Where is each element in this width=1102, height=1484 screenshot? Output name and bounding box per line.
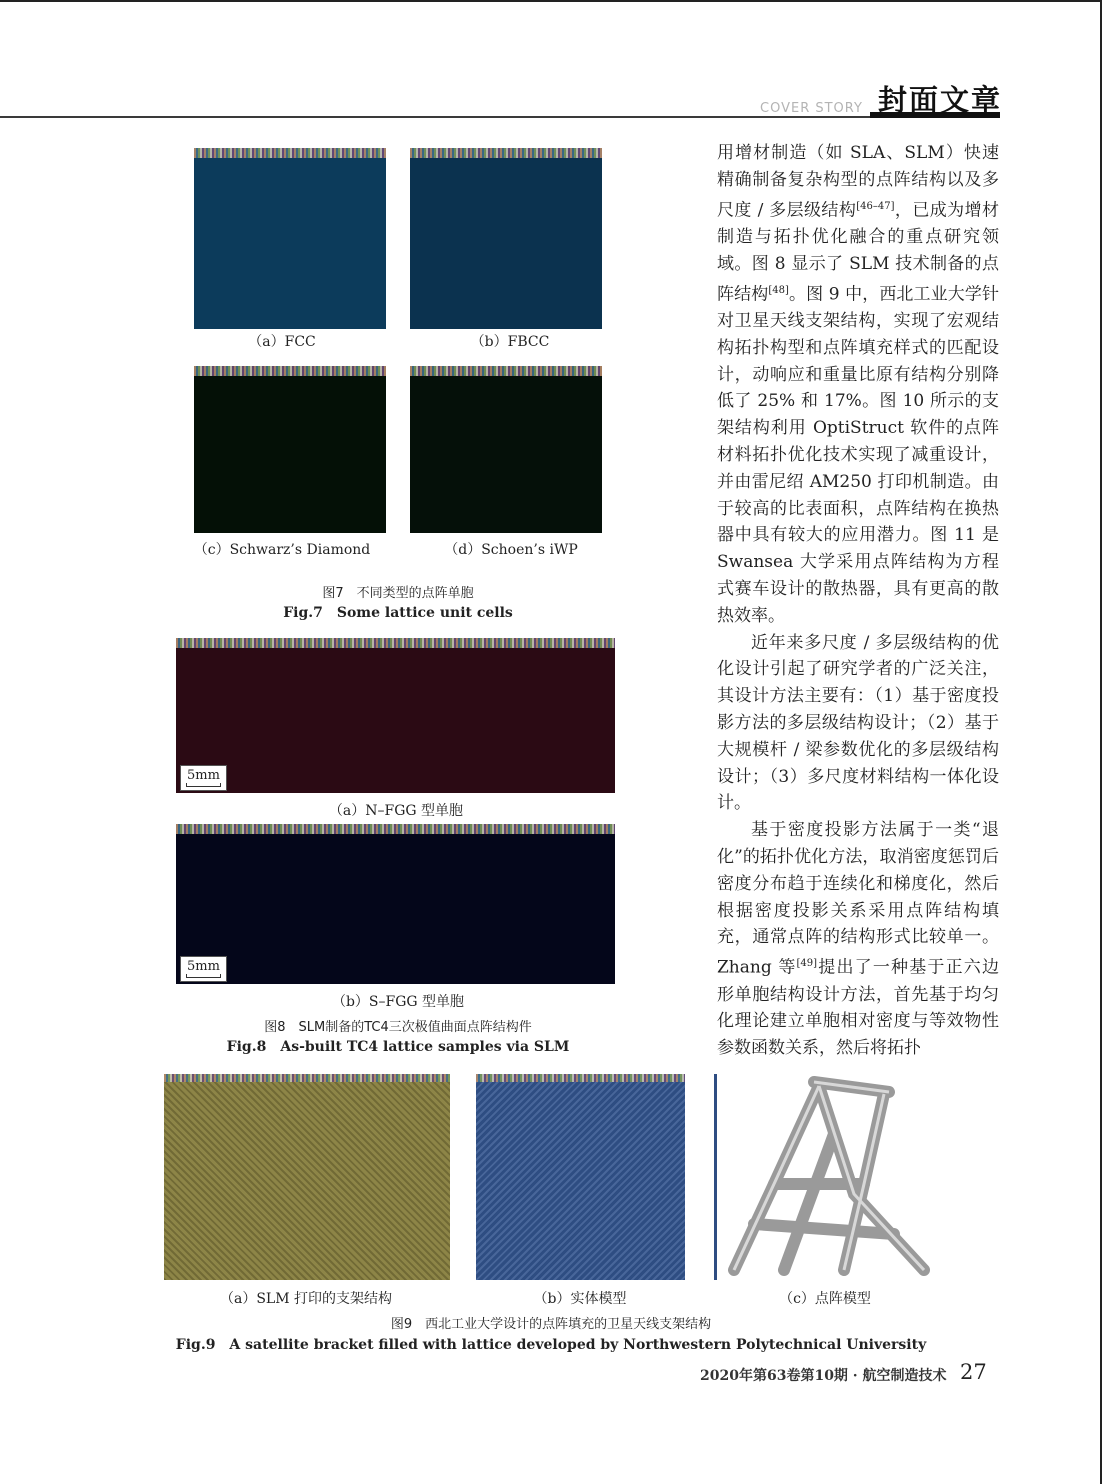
footer-issue: 2020年第63卷第10期 · 航空制造技术 — [700, 1368, 947, 1384]
p1-citation-2: [48] — [768, 284, 789, 296]
body-text-column — [717, 140, 999, 1062]
fig7-d-caption: （d）Schoen’s iWP — [444, 542, 578, 558]
paragraph-1 — [717, 140, 999, 630]
fig9-title-en: Fig.9 A satellite bracket filled with lattice developed by Northwestern Polytechnical University — [175, 1337, 927, 1353]
paragraph-3 — [717, 817, 999, 1062]
page-frame-top — [0, 0, 1102, 2]
lattice-bracket-drawing — [714, 1074, 944, 1280]
fig8-b-scale-label: 5mm — [187, 959, 220, 974]
fig8-a-scale-label: 5mm — [187, 768, 220, 783]
fig9-c-image — [714, 1074, 944, 1280]
fig9-b-caption: （b）实体模型 — [533, 1291, 627, 1307]
fig7-a-image — [194, 148, 386, 329]
p1-text-a: 用增材制造（如 SLA、SLM）快速精确制备复杂构型的点阵结构以及多尺度 / 多层级结构 — [717, 143, 999, 221]
fig7-b-caption: （b）FBCC — [470, 334, 550, 350]
p1-text-c: 。图 9 中，西北工业大学针对卫星天线支架结构，实现了宏观结构拓扑构型和点阵填充样式的匹配设计，动响应和重量比原有结构分别降低了 25% 和 17%。图 10 所示的支架结构利用 OptiStruct 软件的点阵材料拓扑优化技术实现了减重设计，并由雷尼绍 AM250 打印机制造。由于较高的比表面积，点阵结构在换热器中具有较大的应用潜力。图 11 是 Swansea 大学采用点阵结构为方程式赛车设计的散热器，具有更高的散热效率。 — [717, 284, 1000, 626]
header-section-en: COVER STORY — [760, 101, 863, 116]
fig9-a-image — [164, 1074, 450, 1280]
header-rule — [0, 116, 1000, 118]
fig9-b-image — [476, 1074, 685, 1280]
fig7-d-image — [410, 366, 602, 533]
fig7-b-image — [410, 148, 602, 329]
fig8-b-image — [176, 824, 615, 984]
page-number: 27 — [960, 1360, 987, 1384]
fig8-b-caption: （b）S–FGG 型单胞 — [331, 994, 465, 1010]
fig7-title-en: Fig.7 Some lattice unit cells — [283, 605, 513, 621]
fig8-title-en: Fig.8 As-built TC4 lattice samples via SLM — [226, 1039, 570, 1055]
fig8-b-scalebar — [180, 956, 227, 982]
fig9-c-caption: （c）点阵模型 — [779, 1291, 871, 1307]
fig9-a-caption: （a）SLM 打印的支架结构 — [219, 1291, 393, 1307]
p1-text-b: ，已成为增材制造与拓扑优化融合的重点研究领域。图 8 显示了 SLM 技术制备的点阵结构 — [717, 200, 999, 305]
fig7-c-caption: （c）Schwarz’s Diamond — [193, 542, 371, 558]
header-section-cn: 封面文章 — [878, 83, 1003, 117]
fig7-c-image — [194, 366, 386, 533]
fig9-title-cn: 图9 西北工业大学设计的点阵填充的卫星天线支架结构 — [390, 1317, 712, 1332]
paragraph-2: 近年来多尺度 / 多层级结构的优化设计引起了研究学者的广泛关注，其设计方法主要有：（1）基于密度投影方法的多层级结构设计；（2）基于大规模杆 / 梁参数优化的多层级结构设计；（3）多尺度材料结构一体化设计。 — [717, 632, 999, 814]
p1-citation-1: [46–47] — [856, 200, 895, 212]
fig8-a-scalebar — [180, 765, 227, 791]
fig7-title-cn: 图7 不同类型的点阵单胞 — [322, 586, 474, 601]
p3-citation: [49] — [796, 958, 818, 970]
fig7-a-caption: （a）FCC — [248, 334, 316, 350]
p3-text-a: 基于密度投影方法属于一类“退化”的拓扑优化方法，取消密度惩罚后密度分布趋于连续化和梯度化，然后根据密度投影关系采用点阵结构填充，通常点阵的结构形式比较单一。Zhang 等 — [717, 820, 999, 978]
fig8-a-caption: （a）N–FGG 型单胞 — [328, 803, 464, 819]
fig8-a-image — [176, 638, 615, 793]
fig8-title-cn: 图8 SLM制备的TC4三次极值曲面点阵结构件 — [264, 1020, 532, 1035]
p3-text-b: 提出了一种基于正六边形单胞结构设计方法，首先基于均匀化理论建立单胞相对密度与等效物性参数函数关系，然后将拓扑 — [717, 957, 1000, 1059]
